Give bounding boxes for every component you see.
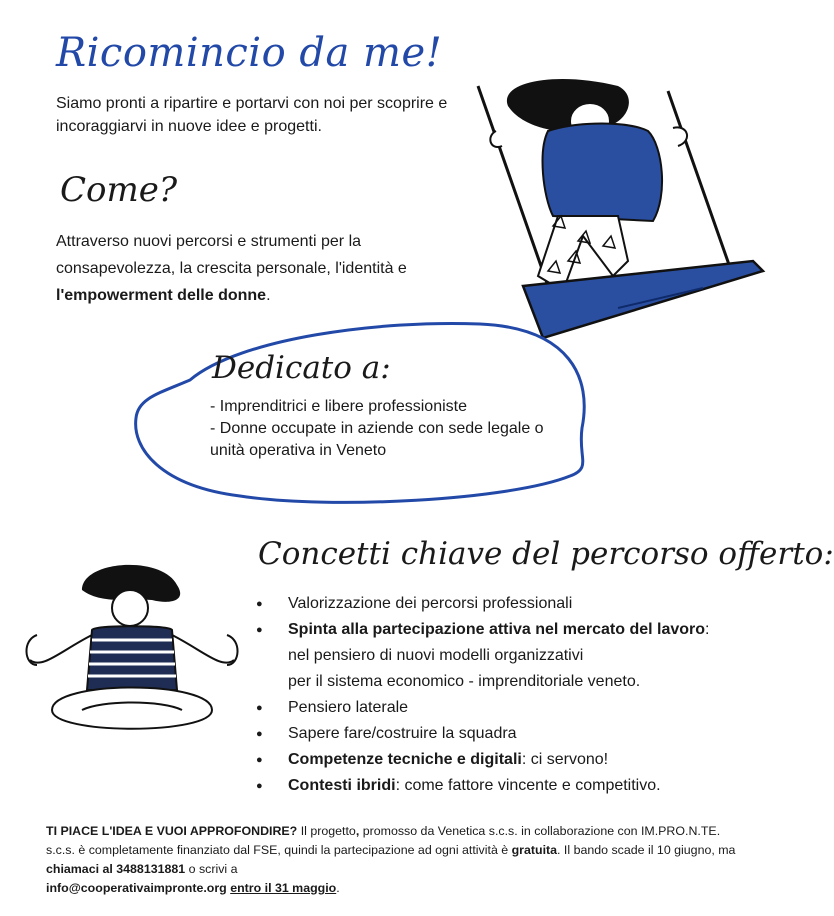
- concetti-item-text: Sapere fare/costruire la squadra: [288, 725, 517, 742]
- concetti-list: [256, 591, 771, 799]
- come-text-prefix: Attraverso nuovi percorsi e strumenti per la consapevolezza, la crescita personale, l'identità e: [56, 233, 407, 277]
- footer-lead: TI PIACE L'IDEA E VUOI APPROFONDIRE?: [46, 824, 298, 838]
- concetti-item: [256, 747, 771, 773]
- footer-deadline: entro il 31 maggio: [230, 881, 337, 895]
- footer-email-link[interactable]: info@cooperativaimpronte.org: [46, 881, 227, 895]
- concetti-item: [256, 773, 771, 799]
- page-title: Ricomincio da me!: [56, 30, 443, 76]
- come-text-suffix: .: [266, 287, 271, 304]
- come-text-bold: l'empowerment delle donne: [56, 287, 267, 304]
- concetti-item-text: :: [705, 621, 710, 638]
- concetti-item: [256, 591, 771, 617]
- concetti-item: [256, 695, 771, 721]
- concetti-item-bold: Competenze tecniche e digitali: [288, 751, 522, 768]
- come-heading: Come?: [60, 170, 178, 210]
- footer-part: . Il bando scade il 10 giugno, ma: [557, 843, 736, 857]
- come-text: [56, 228, 466, 309]
- footer-part: o scrivi a: [185, 862, 238, 876]
- concetti-item: [256, 721, 771, 747]
- footer-part: promosso da Venetica s.c.s. in collaborazione con IM.PRO.N.TE. s.c.s. è completamente finanziato dal FSE, quindi la partecipazione ad ogni attività è: [46, 824, 721, 857]
- dedicato-item: - Imprenditrici e libere professioniste: [210, 398, 467, 415]
- concetti-item-bold: Spinta alla partecipazione attiva nel mercato del lavoro: [288, 621, 706, 638]
- footer-phone[interactable]: chiamaci al 3488131881: [46, 862, 186, 876]
- footer-part: Il progetto: [297, 824, 356, 838]
- concetti-heading: Concetti chiave del percorso offerto:: [258, 536, 834, 572]
- footer-gratuita: gratuita: [511, 843, 558, 857]
- footer-part: ,: [355, 824, 360, 838]
- concetti-item-continuation: nel pensiero di nuovi modelli organizzativi: [288, 647, 584, 664]
- concetti-item-continuation: per il sistema economico - imprenditoriale veneto.: [288, 673, 641, 690]
- footer-text: [46, 822, 736, 898]
- dedicato-item: - Donne occupate in aziende con sede legale o unità operativa in Veneto: [210, 420, 544, 459]
- footer-part: .: [336, 881, 340, 895]
- intro-text: Siamo pronti a ripartire e portarvi con noi per scoprire e incoraggiarvi in nuove idee e progetti.: [56, 95, 448, 135]
- concetti-item-text: : come fattore vincente e competitivo.: [395, 777, 661, 794]
- concetti-item-bold: Contesti ibridi: [288, 777, 396, 794]
- concetti-item-text: Pensiero laterale: [288, 699, 409, 716]
- concetti-item-text: Valorizzazione dei percorsi professionali: [288, 595, 573, 612]
- dedicato-list: [210, 396, 570, 462]
- concetti-item-text: : ci servono!: [521, 751, 609, 768]
- concetti-item: [256, 617, 771, 695]
- meditation-illustration: [12, 560, 252, 750]
- swing-illustration: [468, 76, 768, 346]
- dedicato-heading: Dedicato a:: [212, 350, 391, 386]
